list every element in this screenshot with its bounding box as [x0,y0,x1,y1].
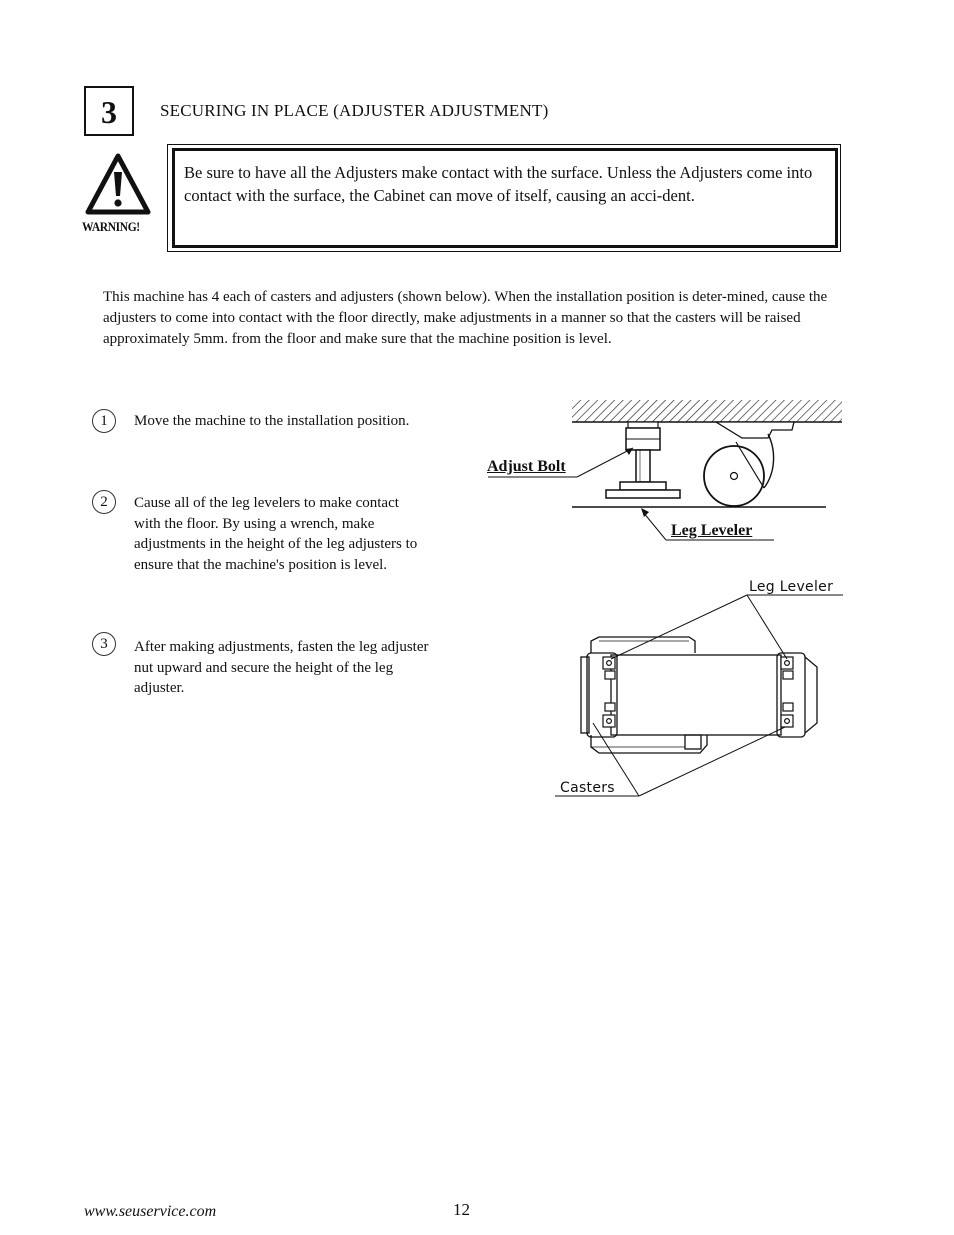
caster-marks [605,671,793,711]
step-number: 3 [92,632,116,656]
step-text: Move the machine to the installation position. [134,413,410,429]
step-number: 1 [92,409,116,433]
footer-url[interactable]: www.seuservice.com [84,1203,217,1220]
cabinet-base [572,400,842,422]
intro-paragraph: This machine has 4 each of casters and adjusters (shown below). When the installation position is deter-mined, cause the adjusters to come into contact with the floor directly, make adjustments in a manner so that the casters will be raised approximately 5mm. from the floor and make sure that the machine position is level. [103,289,828,347]
warning-text: Be sure to have all the Adjusters make contact with the surface. Unless the Adjusters come into contact with the surface, the Cabinet can move of itself, causing an acci-dent. [184,163,813,205]
section-title: SECURING IN PLACE (ADJUSTER ADJUSTMENT) [160,101,549,120]
warning-box [172,148,838,248]
step-number: 2 [92,490,116,514]
page-number: 12 [453,1200,470,1219]
warning-icon [84,152,152,216]
leg-leveler-pad [606,482,680,498]
leg-leveler-marks [603,657,793,727]
leg-leveler-side-label: Leg Leveler [671,522,753,539]
adjust-bolt [626,422,660,482]
step-text: Cause all of the leg levelers to make contact with the floor. By using a wrench, make adjustments in the height of the leg adjusters to ensure that the machine's position is level. [134,495,418,573]
warning-label: WARNING! [82,220,140,234]
cabinet-outline [581,637,817,753]
step-text: After making adjustments, fasten the leg adjuster nut upward and secure the height of the leg adjuster. [134,639,429,697]
adjust-bolt-label: Adjust Bolt [487,458,566,475]
caster-wheel [704,422,794,506]
casters-label: Casters [560,780,615,796]
leg-leveler-top-label: Leg Leveler [749,579,834,595]
top-view-diagram [555,575,855,805]
section-number: 3 [84,86,134,136]
